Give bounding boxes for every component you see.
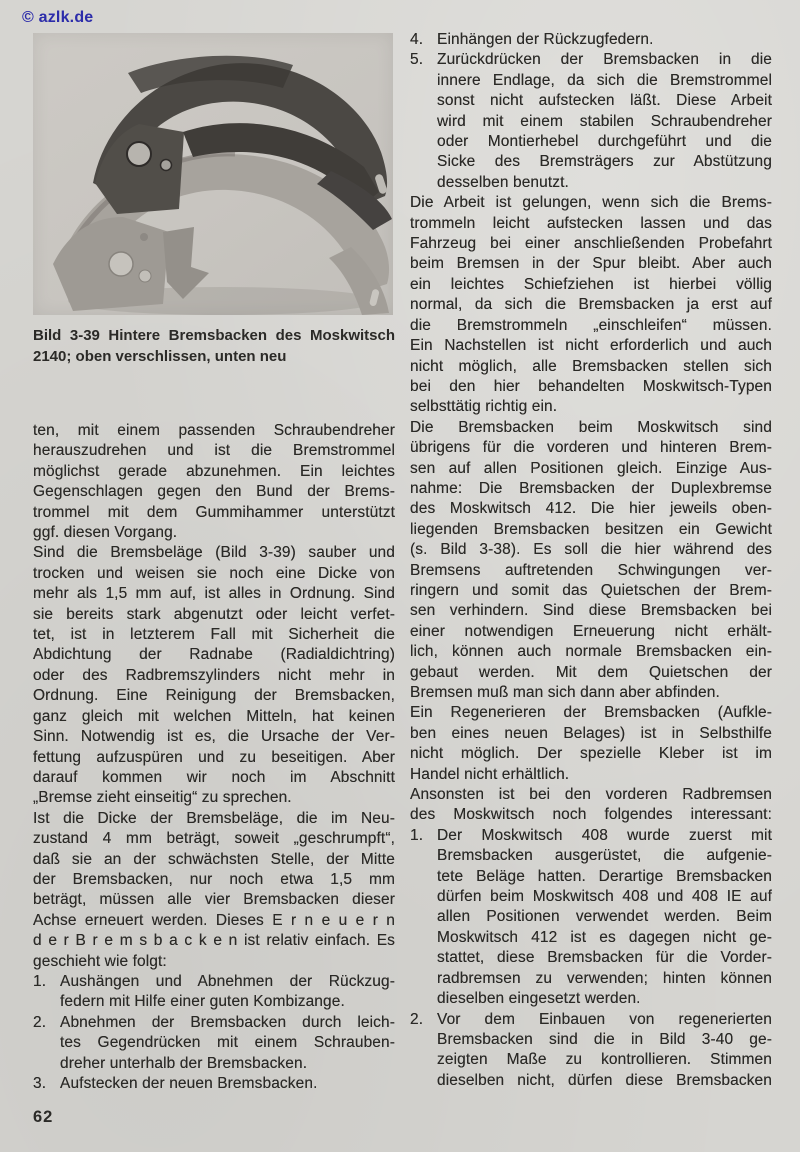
right-column	[410, 30, 772, 1091]
list-item	[410, 826, 772, 1010]
text-line: der Bremsbacken, nur noch etwa 1,5 mm	[33, 870, 395, 888]
watermark-text: © azlk.de	[22, 9, 94, 26]
text-line: Bremsens auftretenden Schwingungen ver-	[410, 561, 772, 579]
text-line: desselben benutzt.	[437, 173, 569, 191]
paragraph	[410, 703, 772, 785]
text-line: federn mit Hilfe einer guten Kombizange.	[60, 993, 345, 1011]
list-marker: 1.	[33, 972, 47, 990]
text-line: bei den hier behandelten Moskwitsch-Typen	[410, 377, 772, 395]
figure-caption	[33, 325, 395, 367]
text-line: ringern und somit das Quietschen der Brem-	[410, 581, 772, 599]
text-line: wird mit einem stabilen Schraubendreher	[437, 112, 772, 130]
text-line: gebaut werden. Mit dem Quietschen der	[410, 663, 772, 681]
text-line: allen Positionen verwendet werden. Beim	[437, 908, 772, 926]
text-line: innere Endlage, da sich die Bremstrommel	[437, 71, 772, 89]
text-line: ggf. diesen Vorgang.	[33, 524, 178, 542]
text-line: des Moskwitsch noch folgendes interessant:	[410, 806, 772, 824]
text-line: Bremsbacken ausgerüstet, die aufgenie-	[437, 847, 772, 865]
left-column	[33, 421, 395, 1094]
text-line: daß sie an der schwächsten Stelle, der Mitte	[33, 850, 395, 868]
page-number: 62	[33, 1108, 54, 1126]
text-line: Sind die Bremsbeläge (Bild 3-39) sauber und	[33, 544, 395, 562]
text-line: mehr als 1,5 mm auf, ist alles in Ordnung. Sind	[33, 585, 395, 603]
text-line: sonst nicht aufstecken läßt. Diese Arbeit	[437, 92, 772, 110]
text-line: ein leichtes Schiefziehen ist hierbei völlig	[410, 275, 772, 293]
text-line: Sicke des Bremsträgers zur Abstützung	[437, 153, 772, 171]
text-line: Ansonsten ist bei den vorderen Radbremsen	[410, 786, 772, 804]
text-line: zeigten Maße zu kontrollieren. Stimmen	[437, 1051, 772, 1069]
text-line: selbsttätig richtig ein.	[410, 398, 558, 416]
text-line: Handel nicht erhältlich.	[410, 765, 570, 783]
text-line: Achse erneuert werden. Dieses E r n e u e r n	[33, 911, 395, 929]
text-line: Einhängen der Rückzugfedern.	[437, 31, 654, 48]
text-line: Abdichtung der Radnabe (Radialdichtring)	[33, 646, 395, 664]
text-line: tet, ist in letzterem Fall mit Sicherheit die	[33, 626, 395, 644]
paragraph	[410, 418, 772, 704]
list-item	[410, 50, 772, 193]
list-marker: 5.	[410, 51, 424, 69]
text-line: Ordnung. Eine Reinigung der Bremsbacken,	[33, 687, 395, 705]
text-line: herauszudrehen und ist die Bremstrommel	[33, 442, 395, 460]
figure-caption-line2: 2140; oben verschlissen, unten neu	[33, 348, 287, 365]
text-line: Bremsen muß man sich dann aber abfinden.	[410, 684, 720, 701]
paragraph	[33, 809, 395, 972]
text-line: sen auf allen Positionen gleich. Einzige Aus-	[410, 459, 772, 477]
text-line: stattet, diese Bremsbacken für die Vorder-	[437, 949, 772, 967]
text-line: Abnehmen der Bremsbacken durch leich-	[60, 1013, 395, 1031]
figure-caption-line1: Bild 3-39 Hintere Bremsbacken des Moskwitsch	[33, 327, 395, 344]
text-line: d e r B r e m s b a c k e n ist relativ einfach. Es	[33, 932, 395, 950]
paragraph	[410, 785, 772, 826]
text-line: Aushängen und Abnehmen der Rückzug-	[60, 972, 395, 990]
text-line: ganz gleich mit welchen Mitteln, hat keinen	[33, 707, 395, 725]
text-line: trocken und weisen sie noch eine Dicke von	[33, 564, 395, 582]
text-line: trommel mit dem Gummihammer unterstützt	[33, 503, 395, 521]
paragraph	[410, 193, 772, 417]
text-line: dieselben nicht, dürfen diese Bremsbacken	[437, 1071, 772, 1089]
text-line: normal, da sich die Bremsbacken ja erst auf	[410, 296, 772, 314]
text-line: trommeln leicht aufstecken lassen und das	[410, 214, 772, 232]
text-line: Die Bremsbacken beim Moskwitsch sind	[410, 418, 772, 436]
text-line: möglichst gerade abzunehmen. Ein leichtes	[33, 462, 395, 480]
list-item	[33, 972, 395, 1013]
paragraph	[33, 421, 395, 543]
text-line: ben eines neuen Belages) ist in Selbsthilfe	[410, 724, 772, 742]
text-line: nicht möglich, alle Bremsbacken stellen sich	[410, 357, 772, 375]
list-item	[410, 1010, 772, 1092]
text-line: Zurückdrücken der Bremsbacken in die	[437, 51, 772, 69]
text-line: oder des Radbremszylinders nicht mehr in	[33, 666, 395, 684]
text-line: sen verhindern. Sind diese Bremsbacken bei	[410, 602, 772, 620]
text-line: darauf kommen wir noch im Abschnitt	[33, 768, 395, 786]
text-line: tes Gegendrücken mit einem Schrauben-	[60, 1034, 395, 1052]
text-line: Aufstecken der neuen Bremsbacken.	[60, 1075, 318, 1092]
text-line: dieselben eingesetzt werden.	[437, 990, 641, 1008]
text-line: übrigens für die vorderen und hinteren Brem-	[410, 439, 772, 457]
list-marker: 2.	[410, 1010, 424, 1028]
text-line: des Moskwitsch 412. Die hier jeweils oben-	[410, 500, 772, 518]
text-line: einer notwendigen Erneuerung nicht erhält-	[410, 622, 772, 640]
list-item	[33, 1074, 395, 1094]
text-line: Die Arbeit ist gelungen, wenn sich die Brems-	[410, 194, 772, 212]
text-line: nahme: Die Bremsbacken der Duplexbremse	[410, 479, 772, 497]
text-line: fettung aufzuspüren und zu beseitigen. Aber	[33, 748, 395, 766]
text-line: liegenden Bremsbacken besitzen ein Gewicht	[410, 520, 772, 538]
list-item	[410, 30, 772, 50]
text-line: Ist die Dicke der Bremsbeläge, die im Neu-	[33, 809, 395, 827]
text-line: zustand 4 mm beträgt, soweit „geschrumpft“,	[33, 830, 395, 848]
text-line: dreher unterhalb der Bremsbacken.	[60, 1054, 308, 1072]
brake-shoes-illustration	[33, 33, 393, 315]
list-item	[33, 1013, 395, 1074]
text-line: lich, können auch normale Bremsbacken ein-	[410, 643, 772, 661]
text-line: (s. Bild 3-38). Es soll die hier während des	[410, 541, 772, 559]
text-line: sie bereits stark abgenutzt oder leicht verfet-	[33, 605, 395, 623]
brake-shoes-photo	[33, 33, 393, 315]
paragraph	[33, 543, 395, 808]
list-marker: 4.	[410, 31, 424, 48]
text-line: geschieht wie folgt:	[33, 952, 167, 970]
text-line: tete Beläge hatten. Derartige Bremsbacken	[437, 867, 772, 885]
text-line: oder Montierhebel durchgeführt und die	[437, 133, 772, 151]
text-line: Der Moskwitsch 408 wurde zuerst mit	[437, 826, 772, 844]
text-line: radbremsen zu verwenden; hinten können	[437, 969, 772, 987]
text-line: „Bremse zieht einseitig“ zu sprechen.	[33, 789, 292, 807]
text-line: Ein Nachstellen ist nicht erforderlich und auch	[410, 337, 772, 355]
text-line: Gegenschlagen gegen den Bund der Brems-	[33, 483, 395, 501]
text-line: Bremsbacken sind die in Bild 3-40 ge-	[437, 1030, 772, 1048]
text-line: beim Bremsen in der Spur bleibt. Aber auch	[410, 255, 772, 273]
text-line: Sinn. Notwendig ist es, die Ursache der Ver-	[33, 728, 395, 746]
list-marker: 2.	[33, 1013, 47, 1031]
text-line: Fahrzeug bei einer anschließenden Probefahrt	[410, 235, 772, 253]
text-line: Ein Regenerieren der Bremsbacken (Aufkle-	[410, 704, 772, 722]
text-line: dürfen beim Moskwitsch 408 und 408 IE auf	[437, 888, 772, 906]
list-marker: 3.	[33, 1075, 47, 1092]
text-line: ten, mit einem passenden Schraubendreher	[33, 422, 395, 439]
text-line: nicht möglich. Der spezielle Kleber ist im	[410, 745, 772, 763]
text-line: die Bremstrommeln „einschleifen“ müssen.	[410, 316, 772, 334]
text-line: beträgt, müssen alle vier Bremsbacken dieser	[33, 891, 395, 909]
list-marker: 1.	[410, 826, 424, 844]
text-line: Vor dem Einbauen von regenerierten	[437, 1010, 772, 1028]
text-line: Moskwitsch 412 ist es dagegen nicht ge-	[437, 928, 772, 946]
